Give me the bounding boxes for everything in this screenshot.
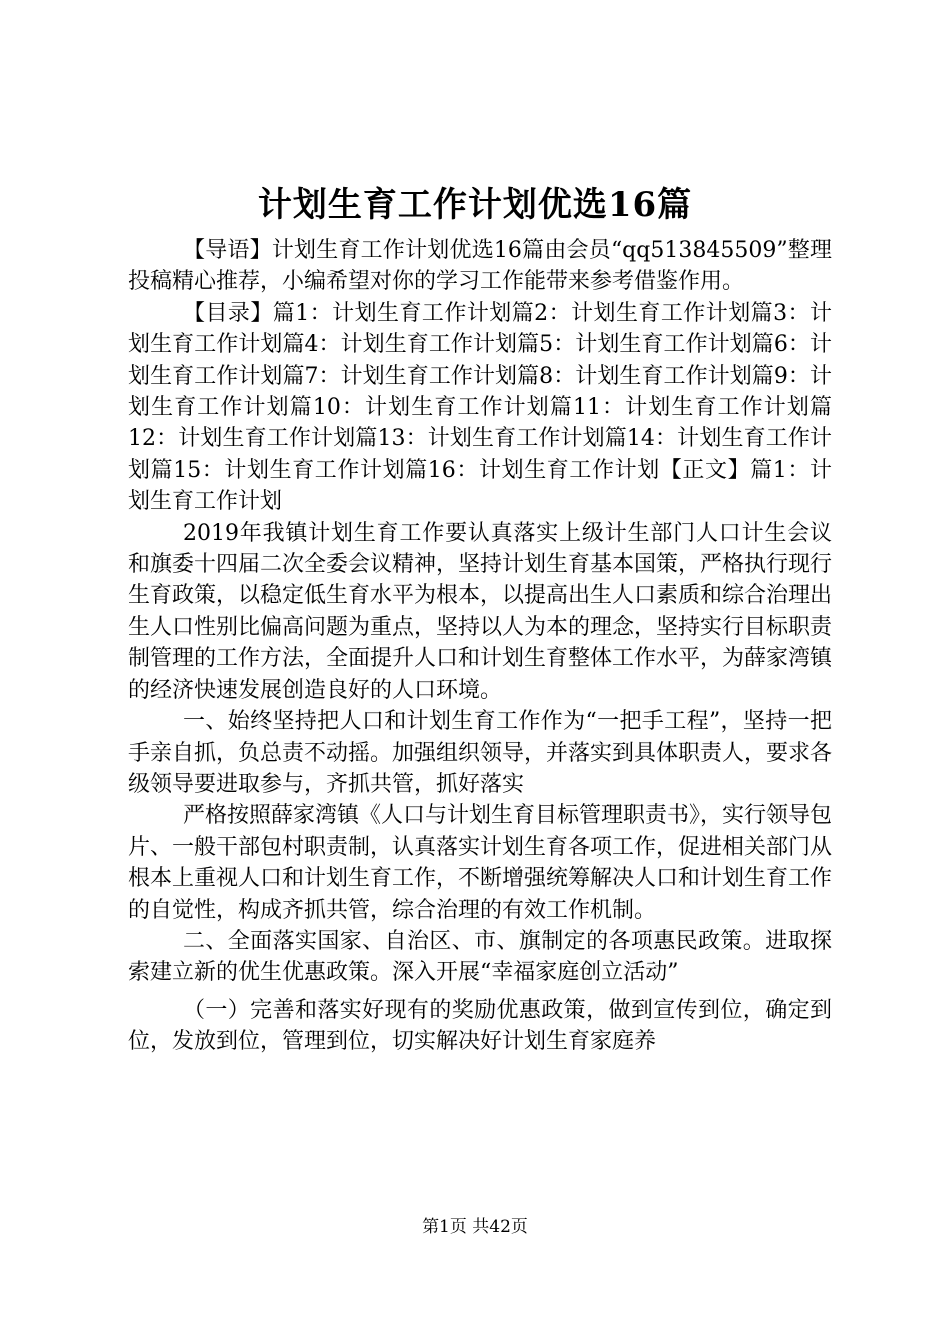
page-number-footer: 第1页 共42页 (422, 1217, 528, 1237)
body-paragraph-5: （一）完善和落实好现有的奖励优惠政策，做到宣传到位，确定到位，发放到位，管理到位，切实解决好计划生育家庭养 (128, 997, 832, 1055)
document-body (128, 235, 832, 1058)
body-paragraph-2: 一、始终坚持把人口和计划生育工作作为“一把手工程”，坚持一把手亲自抓，负总责不动摇。加强组织领导，并落实到具体职责人，要求各级领导要进取参与，齐抓共管，抓好落实 (128, 709, 833, 797)
body-paragraph-3: 严格按照薛家湾镇《人口与计划生育目标管理职责书》，实行领导包片、一般干部包村职责制，认真落实计划生育各项工作，促进相关部门从根本上重视人口和计划生育工作，不断增强统筹解决人口和计划生育工作的自觉性，构成齐抓共管，综合治理的有效工作机制。 (128, 803, 833, 923)
table-of-contents-paragraph: 【目录】篇1：计划生育工作计划篇2：计划生育工作计划篇3：计划生育工作计划篇4：计划生育工作计划篇5：计划生育工作计划篇6：计划生育工作计划篇7：计划生育工作计划篇8：计划生育工作计划篇9：计划生育工作计划篇10：计划生育工作计划篇11：计划生育工作计划篇12：计划生育工作计划篇13：计划生育工作计划篇14：计划生育工作计划篇15：计划生育工作计划篇16：计划生育工作计划【正文】篇1：计划生育工作计划 (128, 300, 832, 515)
body-paragraph-1: 2019年我镇计划生育工作要认真落实上级计生部门人口计生会议和旗委十四届二次全委会议精神，坚持计划生育基本国策，严格执行现行生育政策，以稳定低生育水平为根本，以提高出生人口素质和综合治理出生人口性别比偏高问题为重点，坚持以人为本的理念，坚持实行目标职责制管理的工作方法，全面提升人口和计划生育整体工作水平，为薛家湾镇的经济快速发展创造良好的人口环境。 (128, 520, 833, 703)
body-paragraph-4: 二、全面落实国家、自治区、市、旗制定的各项惠民政策。进取探索建立新的优生优惠政策。深入开展“幸福家庭创立活动” (128, 928, 832, 986)
intro-paragraph: 【导语】计划生育工作计划优选16篇由会员“qq513845509”整理投稿精心推荐，小编希望对你的学习工作能带来参考借鉴作用。 (128, 238, 832, 295)
document-title: 计划生育工作计划优选16篇 (257, 185, 693, 225)
